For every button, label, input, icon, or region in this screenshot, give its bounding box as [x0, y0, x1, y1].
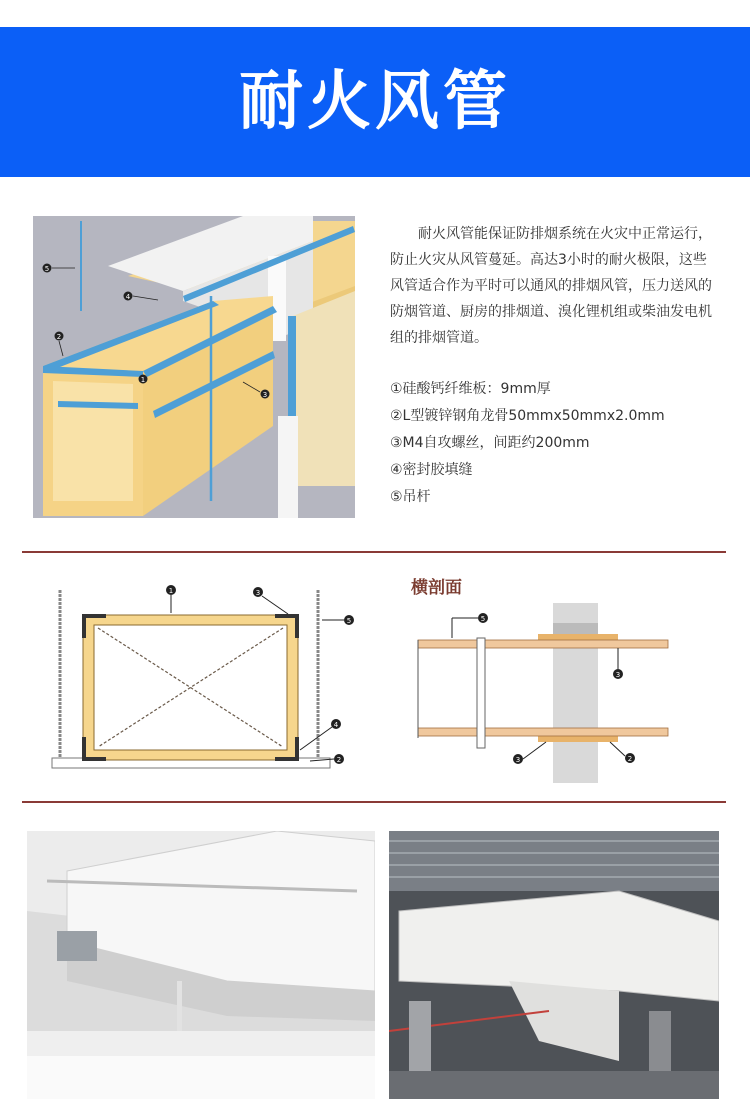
svg-text:3: 3: [515, 756, 521, 764]
svg-text:5: 5: [44, 265, 50, 273]
section-divider-bottom: [22, 801, 726, 803]
section-a-marker-5: [322, 615, 354, 625]
legend-item: ①硅酸钙纤维板：9mm厚: [390, 381, 551, 397]
section-b-marker-3-bottom: [513, 742, 546, 764]
section-b-marker-5: [452, 613, 488, 638]
section-a-marker-3: [253, 587, 288, 614]
svg-text:2: 2: [627, 755, 633, 763]
installed-duct-photo-1: [27, 831, 375, 1099]
svg-text:2: 2: [56, 333, 62, 341]
cross-section-title: 横剖面: [411, 578, 462, 598]
section-a-marker-1: [166, 585, 176, 613]
svg-text:5: 5: [480, 615, 486, 623]
legend-item: ②L型镀锌钢角龙骨50mmx50mmx2.0mm: [390, 408, 665, 424]
svg-text:1: 1: [140, 376, 146, 384]
svg-text:4: 4: [125, 293, 131, 301]
section-a-marker-4: [300, 719, 341, 750]
legend-item: ③M4自攻螺丝，间距约200mm: [390, 435, 590, 451]
svg-text:3: 3: [262, 391, 268, 399]
duct-side-section-diagram: [410, 578, 670, 783]
header-banner: [0, 27, 750, 177]
section-divider-top: [22, 551, 726, 553]
legend-item: ④密封胶填缝: [390, 462, 473, 478]
svg-text:5: 5: [346, 617, 352, 625]
svg-text:2: 2: [336, 756, 342, 764]
svg-text:4: 4: [333, 721, 339, 729]
installed-duct-photo-2: [389, 831, 719, 1099]
section-b-marker-2: [610, 742, 635, 763]
legend-item: ⑤吊杆: [390, 489, 431, 505]
svg-text:3: 3: [615, 671, 621, 679]
duct-front-section-diagram: [48, 580, 368, 780]
duct-isometric-illustration: [33, 216, 355, 518]
svg-text:1: 1: [168, 587, 174, 595]
intro-paragraph: 耐火风管能保证防排烟系统在火灾中正常运行，防止火灾从风管蔓延。高达3小时的耐火极限，这些风管适合作为平时可以通风的排烟风管，压力送风的防烟管道、厨房的排烟道、溴化锂机组或柴油发电机组的排烟管道。: [390, 226, 712, 346]
svg-text:3: 3: [255, 589, 261, 597]
section-b-marker-3-top: [613, 648, 623, 679]
component-legend: [390, 376, 665, 511]
page-title: 耐火风管: [239, 65, 511, 139]
